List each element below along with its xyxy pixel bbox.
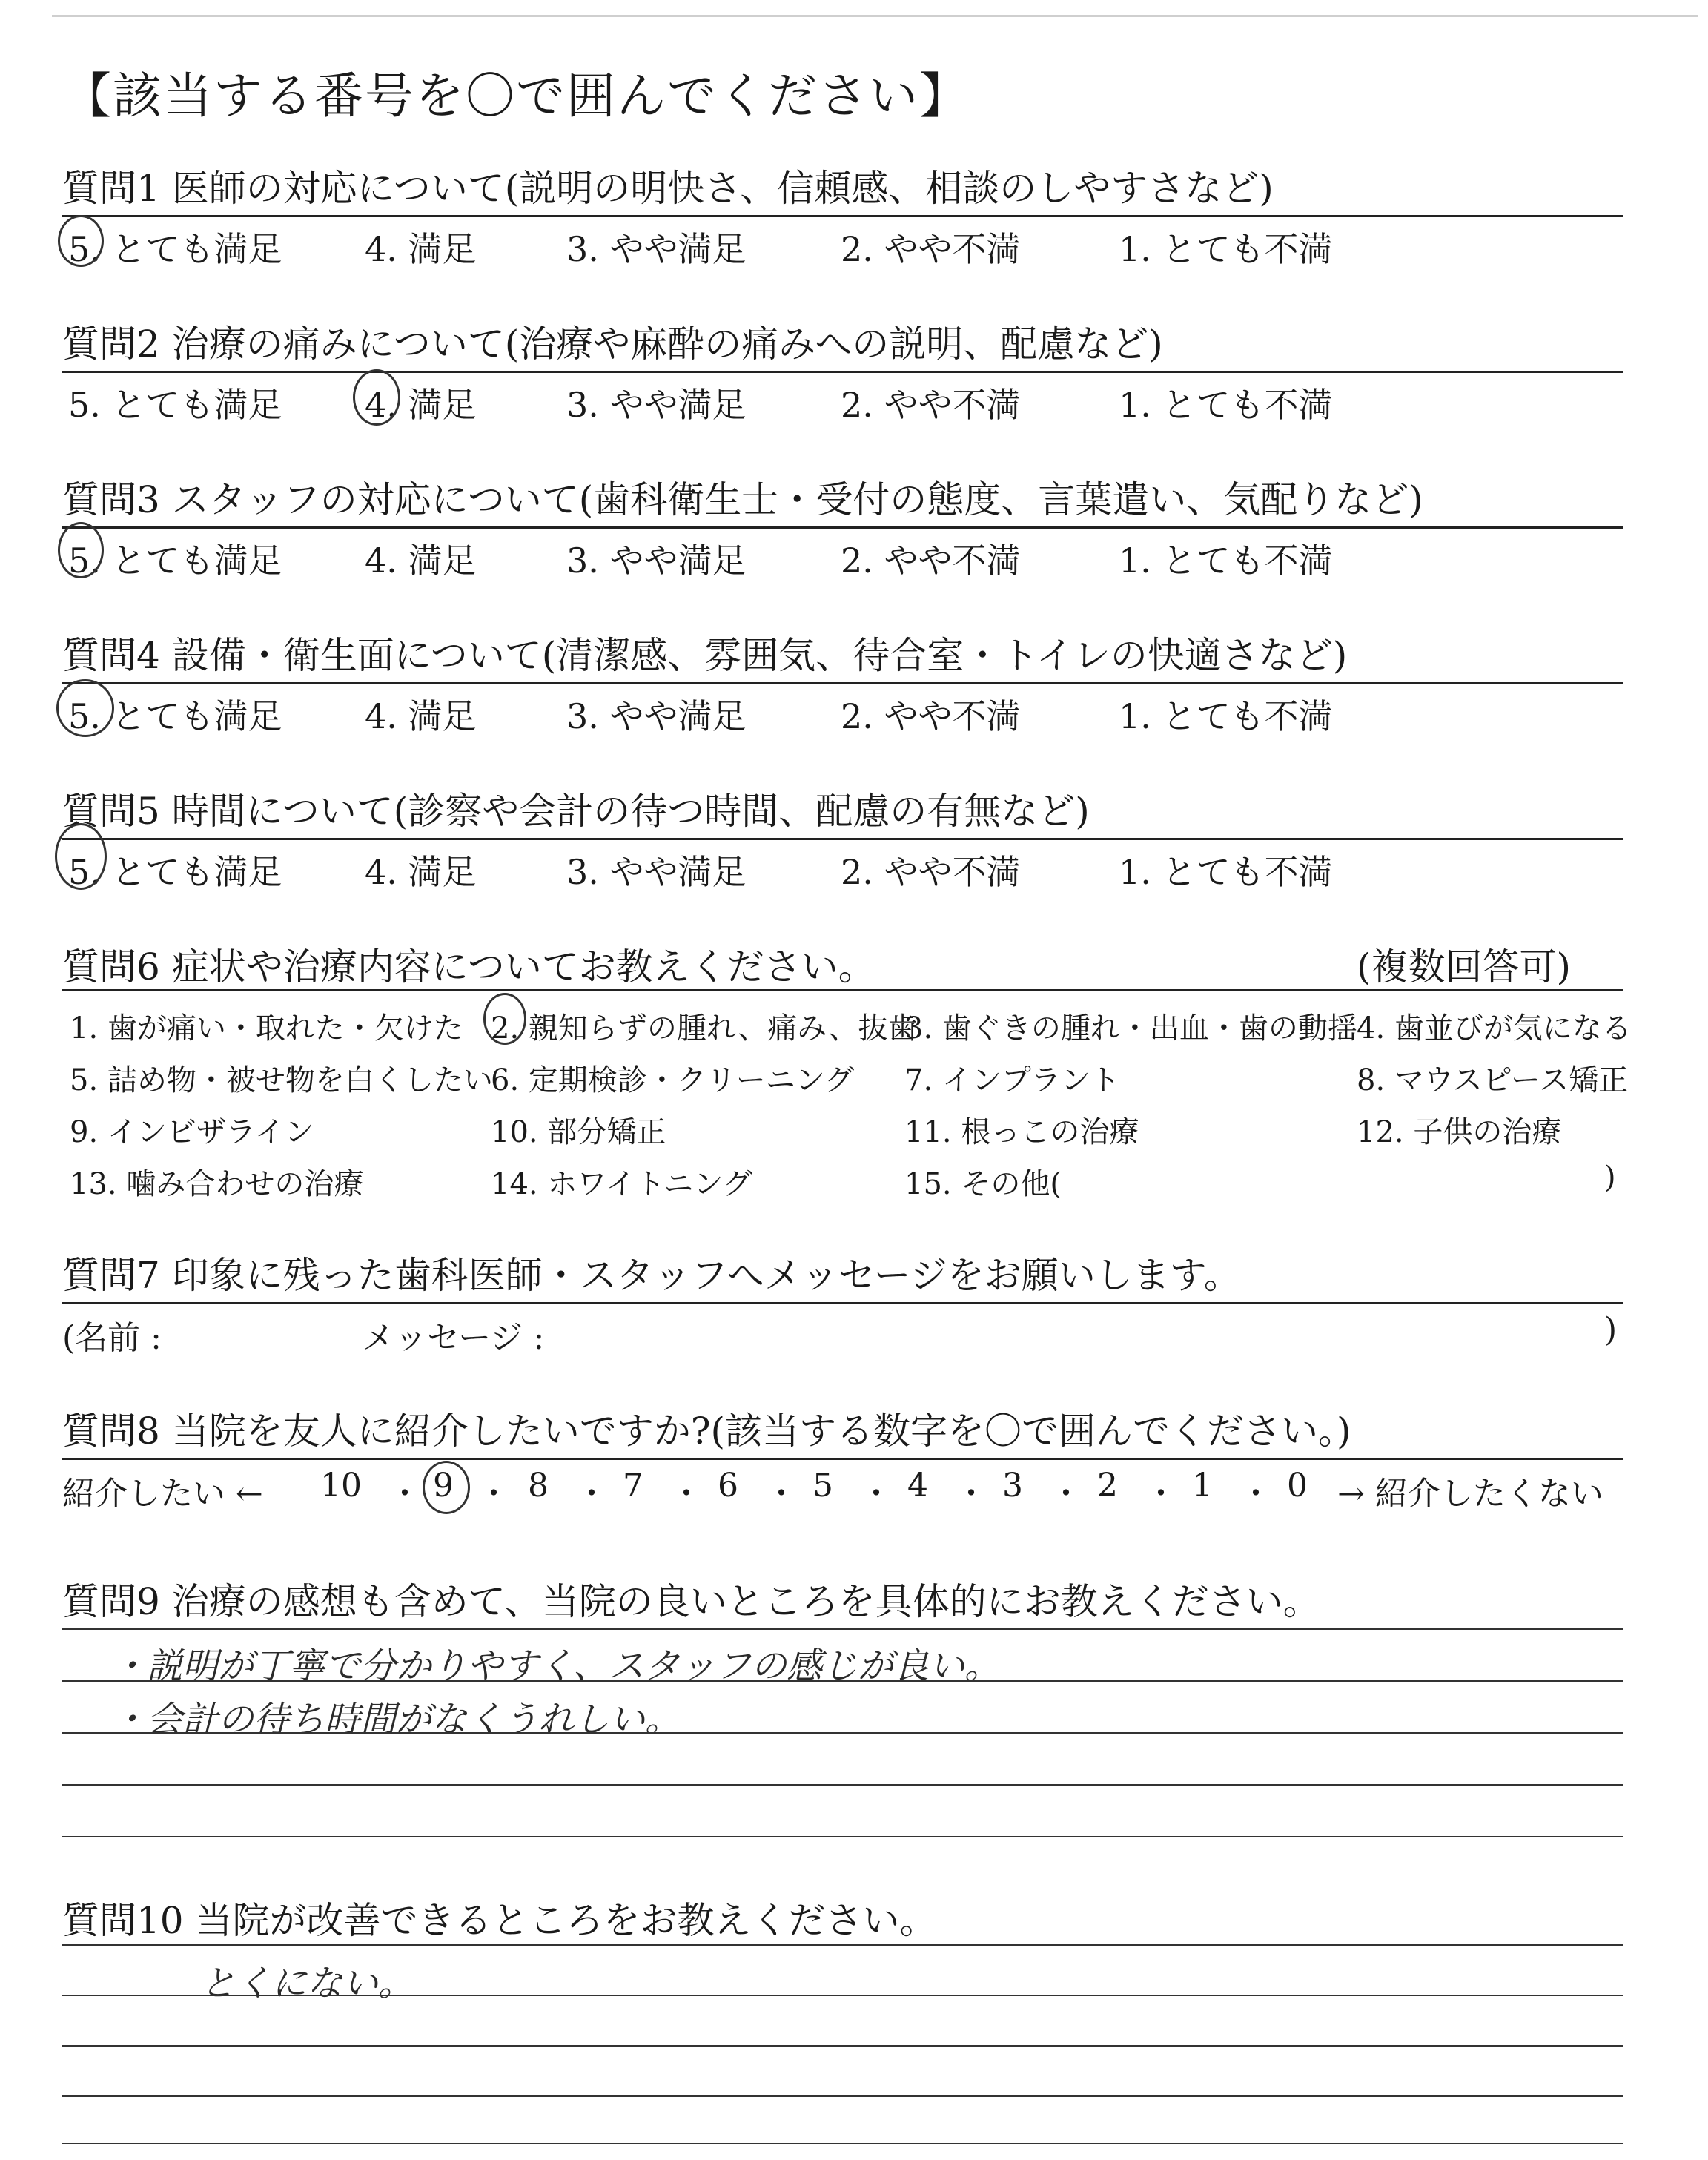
top-edge-line — [52, 15, 1698, 17]
q3-options — [62, 534, 1623, 581]
q6-item-12[interactable]: 12. 子供の治療 — [1357, 1115, 1562, 1149]
q7-title: 質問7 印象に残った歯科医師・スタッフへメッセージをお願いします。 — [62, 1254, 1241, 1297]
q8-sep: ・ — [1145, 1475, 1177, 1513]
q1-option-5[interactable]: 5. とても満足 — [68, 229, 282, 269]
q2-title: 質問2 治療の痛みについて(治療や麻酔の痛みへの説明、配慮など) — [62, 323, 1163, 366]
q3-answer-circle — [58, 522, 104, 578]
q6-item-14[interactable]: 14. ホワイトニング — [491, 1167, 752, 1201]
q5-rule — [62, 838, 1623, 840]
q6-item-5[interactable]: 5. 詰め物・被せ物を白くしたい — [70, 1063, 493, 1097]
q2-answer-circle — [353, 369, 400, 426]
q10-answer-1: とくにない。 — [200, 1963, 414, 2004]
q8-sep: ・ — [477, 1475, 510, 1513]
q8-rule — [62, 1458, 1623, 1460]
q2-option-4[interactable]: 4. 満足 — [365, 385, 477, 425]
q1-answer-circle — [58, 215, 104, 267]
q1-options — [62, 222, 1623, 267]
q5-option-2[interactable]: 2. やや不満 — [841, 852, 1021, 892]
q5-option-4[interactable]: 4. 満足 — [365, 852, 477, 892]
q10-title: 質問10 当院が改善できるところをお教えください。 — [62, 1899, 937, 1942]
q10-line — [62, 2095, 1623, 2097]
q6-item-7[interactable]: 7. インプラント — [904, 1063, 1120, 1097]
q8-title: 質問8 当院を友人に紹介したいですか?(該当する数字を〇で囲んでください。) — [62, 1410, 1351, 1453]
q3-option-2[interactable]: 2. やや不満 — [841, 541, 1021, 581]
q6-item-15[interactable]: 15. その他( — [904, 1167, 1062, 1201]
q1-rule — [62, 215, 1623, 217]
q2-option-1[interactable]: 1. とても不満 — [1119, 385, 1333, 425]
q8-num-5[interactable]: 5 — [812, 1467, 833, 1505]
q8-sep: ・ — [670, 1475, 703, 1513]
q3-option-5[interactable]: 5. とても満足 — [68, 541, 282, 581]
instruction-header: 【該当する番号を〇で囲んでください】 — [62, 67, 970, 125]
q4-option-2[interactable]: 2. やや不満 — [841, 696, 1021, 736]
q4-option-4[interactable]: 4. 満足 — [365, 696, 477, 736]
q8-num-3[interactable]: 3 — [1002, 1467, 1023, 1505]
q5-title: 質問5 時間について(診察や会計の待つ時間、配慮の有無など) — [62, 790, 1090, 833]
q4-answer-circle — [56, 679, 114, 737]
q4-option-3[interactable]: 3. やや満足 — [566, 696, 747, 736]
q6-item-2[interactable]: 2. 親知らずの腫れ、痛み、抜歯 — [491, 1011, 918, 1046]
q10-line — [62, 1995, 1623, 1996]
q6-item-4[interactable]: 4. 歯並びが気になる — [1357, 1011, 1632, 1046]
q6-item-13[interactable]: 13. 噛み合わせの治療 — [70, 1167, 364, 1201]
q7-close-paren: ) — [1604, 1311, 1618, 1349]
q9-answer-1: ・説明が丁寧で分かりやすく、スタッフの感じが良い。 — [111, 1645, 1001, 1687]
q6-item-11[interactable]: 11. 根っこの治療 — [904, 1115, 1139, 1149]
q5-option-1[interactable]: 1. とても不満 — [1119, 852, 1333, 892]
q4-options — [62, 690, 1623, 734]
q6-item-3[interactable]: 3. 歯ぐきの腫れ・出血・歯の動揺 — [904, 1011, 1357, 1046]
q8-sep: ・ — [575, 1475, 608, 1513]
q8-num-0[interactable]: 0 — [1287, 1467, 1308, 1505]
q4-rule — [62, 682, 1623, 684]
q1-title: 質問1 医師の対応について(説明の明快さ、信頼感、相談のしやすさなど) — [62, 167, 1274, 210]
q6-item-8[interactable]: 8. マウスピース矯正 — [1357, 1063, 1629, 1097]
q3-title: 質問3 スタッフの対応について(歯科衛生士・受付の態度、言葉遣い、気配りなど) — [62, 478, 1423, 521]
q2-rule — [62, 371, 1623, 373]
q8-sep: ・ — [1239, 1475, 1272, 1513]
q10-line — [62, 2045, 1623, 2047]
q9-line — [62, 1680, 1623, 1682]
q8-right-label: → 紹介したくない — [1337, 1475, 1603, 1513]
q1-option-4[interactable]: 4. 満足 — [365, 229, 477, 269]
q6-title: 質問6 症状や治療内容についてお教えください。 — [62, 945, 875, 988]
q8-num-2[interactable]: 2 — [1097, 1467, 1118, 1505]
q3-option-3[interactable]: 3. やや満足 — [566, 541, 747, 581]
q6-item-10[interactable]: 10. 部分矯正 — [491, 1115, 666, 1149]
q2-option-5[interactable]: 5. とても満足 — [68, 385, 282, 425]
q6-item-9[interactable]: 9. インビザライン — [70, 1115, 314, 1149]
q8-num-10[interactable]: 10 — [320, 1467, 362, 1505]
q10-line — [62, 2143, 1623, 2144]
q8-sep: ・ — [388, 1475, 421, 1513]
q9-line — [62, 1784, 1623, 1786]
q4-title: 質問4 設備・衛生面について(清潔感、雰囲気、待合室・トイレの快適さなど) — [62, 634, 1348, 677]
q9-title: 質問9 治療の感想も含めて、当院の良いところを具体的にお教えください。 — [62, 1580, 1320, 1623]
q8-sep: ・ — [955, 1475, 987, 1513]
q7-message-label: メッセージ : — [362, 1319, 545, 1357]
q8-sep: ・ — [860, 1475, 893, 1513]
q6-rule — [62, 989, 1623, 991]
q1-option-1[interactable]: 1. とても不満 — [1119, 229, 1333, 269]
q8-sep: ・ — [1050, 1475, 1082, 1513]
q5-option-3[interactable]: 3. やや満足 — [566, 852, 747, 892]
q10-line — [62, 1944, 1623, 1946]
q9-line — [62, 1732, 1623, 1734]
q8-num-9[interactable]: 9 — [433, 1467, 454, 1505]
q8-num-7[interactable]: 7 — [623, 1467, 643, 1505]
q1-option-3[interactable]: 3. やや満足 — [566, 229, 747, 269]
q3-option-1[interactable]: 1. とても不満 — [1119, 541, 1333, 581]
q3-option-4[interactable]: 4. 満足 — [365, 541, 477, 581]
q8-num-4[interactable]: 4 — [907, 1467, 928, 1505]
q2-options — [62, 378, 1623, 423]
q8-sep: ・ — [765, 1475, 798, 1513]
q7-rule — [62, 1302, 1623, 1304]
q4-option-5[interactable]: 5. とても満足 — [68, 696, 282, 736]
q8-num-6[interactable]: 6 — [718, 1467, 738, 1505]
q9-answer-2: ・会計の待ち時間がなくうれしい。 — [111, 1699, 681, 1740]
q8-left-label: 紹介したい ← — [62, 1475, 263, 1513]
q8-num-1[interactable]: 1 — [1192, 1467, 1213, 1505]
q6-item-15-close: ) — [1604, 1160, 1616, 1195]
q9-line — [62, 1836, 1623, 1837]
q5-options — [62, 845, 1623, 890]
q8-answer-circle — [423, 1461, 470, 1514]
q8-num-8[interactable]: 8 — [528, 1467, 549, 1505]
q5-option-5[interactable]: 5. とても満足 — [68, 852, 282, 892]
q7-name-label: (名前 : — [62, 1319, 162, 1357]
q2-option-2[interactable]: 2. やや不満 — [841, 385, 1021, 425]
q6-multi-note: (複数回答可) — [1357, 945, 1572, 988]
q3-rule — [62, 526, 1623, 529]
q6-answer-circle — [483, 993, 526, 1045]
q6-item-6[interactable]: 6. 定期検診・クリーニング — [491, 1063, 855, 1097]
q5-answer-circle — [55, 823, 107, 890]
q2-option-3[interactable]: 3. やや満足 — [566, 385, 747, 425]
q6-item-1[interactable]: 1. 歯が痛い・取れた・欠けた — [70, 1011, 463, 1046]
q1-option-2[interactable]: 2. やや不満 — [841, 229, 1021, 269]
q9-line — [62, 1628, 1623, 1630]
q4-option-1[interactable]: 1. とても不満 — [1119, 696, 1333, 736]
